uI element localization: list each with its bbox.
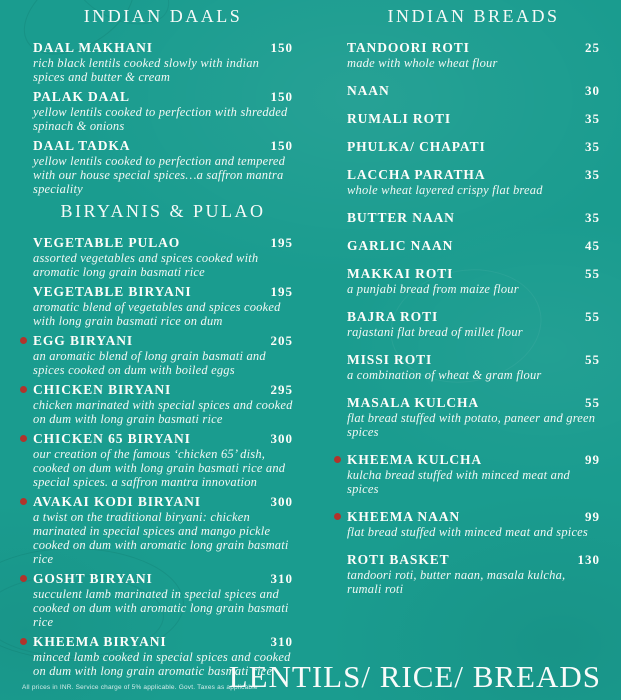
item-name: NAAN: [347, 83, 390, 98]
item-price: 55: [585, 309, 600, 324]
item-name: VEGETABLE BIRYANI: [33, 284, 192, 299]
item-row: [347, 111, 600, 126]
item-row: [347, 83, 600, 98]
menu-item: [347, 139, 600, 154]
item-name: MISSI ROTI: [347, 352, 433, 367]
item-price: 205: [270, 333, 293, 348]
item-name: LACCHA PARATHA: [347, 167, 486, 182]
non-veg-dot-icon: [20, 498, 27, 505]
item-price: 195: [270, 235, 293, 250]
item-row: [347, 509, 600, 524]
menu-item: [347, 452, 600, 496]
menu-item: [347, 111, 600, 126]
item-name: RUMALI ROTI: [347, 111, 452, 126]
menu-item: [347, 552, 600, 596]
item-row: [33, 382, 293, 397]
item-price: 300: [270, 494, 293, 509]
item-row: [33, 431, 293, 446]
menu-column-breads: [347, 6, 600, 609]
item-description: kulcha bread stuffed with minced meat and spices: [347, 468, 570, 496]
menu-item: [33, 431, 293, 489]
item-name: PALAK DAAL: [33, 89, 130, 104]
item-row: [347, 40, 600, 55]
menu-item: [33, 138, 293, 196]
menu-item: [33, 494, 293, 566]
item-name: ROTI BASKET: [347, 552, 450, 567]
menu-item: [347, 210, 600, 225]
item-name: GOSHT BIRYANI: [33, 571, 153, 586]
item-name: GARLIC NAAN: [347, 238, 454, 253]
footer-price-note: All prices in INR. Service charge of 5% applicable. Govt. Taxes as applicable: [22, 684, 258, 691]
menu-item: [33, 571, 293, 629]
non-veg-dot-icon: [20, 638, 27, 645]
item-row: [33, 89, 293, 104]
item-row: [347, 266, 600, 281]
item-row: [33, 235, 293, 250]
item-name: EGG BIRYANI: [33, 333, 134, 348]
item-price: 99: [585, 452, 600, 467]
item-price: 300: [270, 431, 293, 446]
item-row: [347, 210, 600, 225]
item-name: BUTTER NAAN: [347, 210, 455, 225]
non-veg-dot-icon: [20, 435, 27, 442]
item-description: a combination of wheat & gram flour: [347, 368, 542, 382]
section-title: INDIAN BREADS: [387, 6, 560, 26]
non-veg-dot-icon: [20, 575, 27, 582]
item-price: 35: [585, 139, 600, 154]
menu-item: [33, 235, 293, 279]
item-description: assorted vegetables and spices cooked with aromatic long grain basmati rice: [33, 251, 259, 279]
item-row: [33, 333, 293, 348]
item-description: aromatic blend of vegetables and spices cooked with long grain basmati rice on dum: [33, 300, 281, 328]
item-name: DAAL MAKHANI: [33, 40, 153, 55]
item-price: 150: [270, 138, 293, 153]
item-row: [347, 238, 600, 253]
item-name: MAKKAI ROTI: [347, 266, 454, 281]
menu-item: [347, 309, 600, 339]
item-price: 25: [585, 40, 600, 55]
non-veg-dot-icon: [20, 337, 27, 344]
item-row: [33, 571, 293, 586]
item-name: MASALA KULCHA: [347, 395, 480, 410]
menu-item: [33, 40, 293, 84]
item-price: 45: [585, 238, 600, 253]
item-name: BAJRA ROTI: [347, 309, 439, 324]
item-name: CHICKEN BIRYANI: [33, 382, 172, 397]
menu-column-daals-biryanis: [33, 6, 293, 683]
menu-item: [347, 40, 600, 70]
section-title: BIRYANIS & PULAO: [60, 201, 266, 221]
item-row: [33, 284, 293, 299]
item-description: our creation of the famous ‘chicken 65’ dish, cooked on dum with long grain basmati rice and special spices. a saffron mantra innovation: [33, 447, 286, 489]
item-price: 195: [270, 284, 293, 299]
item-price: 55: [585, 266, 600, 281]
item-name: KHEEMA NAAN: [347, 509, 461, 524]
item-description: a punjabi bread from maize flour: [347, 282, 519, 296]
item-price: 295: [270, 382, 293, 397]
non-veg-dot-icon: [334, 513, 341, 520]
item-name: PHULKA/ CHAPATI: [347, 139, 486, 154]
item-price: 55: [585, 395, 600, 410]
footer-category-title: LENTILS/ RICE/ BREADS: [228, 659, 601, 694]
item-name: KHEEMA BIRYANI: [33, 634, 167, 649]
non-veg-dot-icon: [20, 386, 27, 393]
item-price: 310: [270, 571, 293, 586]
item-description: flat bread stuffed with potato, paneer and green spices: [347, 411, 596, 439]
item-row: [347, 309, 600, 324]
item-description: made with whole wheat flour: [347, 56, 498, 70]
item-description: yellow lentils cooked to perfection with shredded spinach & onions: [33, 105, 288, 133]
item-price: 150: [270, 89, 293, 104]
item-description: minced lamb cooked in special spices and cooked on dum with long grain aromatic basmati rice: [33, 650, 291, 678]
item-description: yellow lentils cooked to perfection and tempered with our house special spices…a saffron mantra speciality: [33, 154, 286, 196]
menu-item: [347, 395, 600, 439]
menu-item: [347, 238, 600, 253]
item-description: flat bread stuffed with minced meat and spices: [347, 525, 588, 539]
item-row: [347, 352, 600, 367]
item-row: [33, 494, 293, 509]
item-price: 35: [585, 111, 600, 126]
menu-item: [33, 284, 293, 328]
item-description: chicken marinated with special spices and cooked on dum with long grain basmati rice: [33, 398, 293, 426]
item-row: [33, 634, 293, 649]
menu-item: [33, 382, 293, 426]
item-name: CHICKEN 65 BIRYANI: [33, 431, 191, 446]
item-row: [33, 138, 293, 153]
item-description: rich black lentils cooked slowly with indian spices and butter & cream: [33, 56, 260, 84]
item-price: 55: [585, 352, 600, 367]
menu-item: [347, 352, 600, 382]
item-price: 130: [577, 552, 600, 567]
item-description: rajastani flat bread of millet flour: [347, 325, 523, 339]
menu-item: [33, 89, 293, 133]
item-row: [33, 40, 293, 55]
menu-item: [347, 167, 600, 197]
item-price: 30: [585, 83, 600, 98]
item-row: [347, 552, 600, 567]
item-name: KHEEMA KULCHA: [347, 452, 483, 467]
menu-item: [347, 266, 600, 296]
item-price: 310: [270, 634, 293, 649]
item-row: [347, 139, 600, 154]
item-name: VEGETABLE PULAO: [33, 235, 181, 250]
item-description: tandoori roti, butter naan, masala kulcha, rumali roti: [347, 568, 566, 596]
section-title: INDIAN DAALS: [83, 6, 243, 26]
item-name: DAAL TADKA: [33, 138, 131, 153]
item-price: 150: [270, 40, 293, 55]
item-row: [347, 395, 600, 410]
menu-item: [347, 83, 600, 98]
menu-item: [33, 333, 293, 377]
item-description: a twist on the traditional biryani: chicken marinated in special spices and mango pickle cooked on dum with aromatic long grain basmati rice: [33, 510, 289, 566]
item-description: an aromatic blend of long grain basmati and spices cooked on dum with boiled eggs: [33, 349, 266, 377]
item-name: AVAKAI KODI BIRYANI: [33, 494, 201, 509]
item-name: TANDOORI ROTI: [347, 40, 470, 55]
item-description: whole wheat layered crispy flat bread: [347, 183, 543, 197]
non-veg-dot-icon: [334, 456, 341, 463]
item-row: [347, 167, 600, 182]
item-price: 35: [585, 210, 600, 225]
menu-item: [347, 509, 600, 539]
item-row: [347, 452, 600, 467]
item-price: 99: [585, 509, 600, 524]
item-description: succulent lamb marinated in special spices and cooked on dum with aromatic long grain basmati rice: [33, 587, 289, 629]
item-price: 35: [585, 167, 600, 182]
